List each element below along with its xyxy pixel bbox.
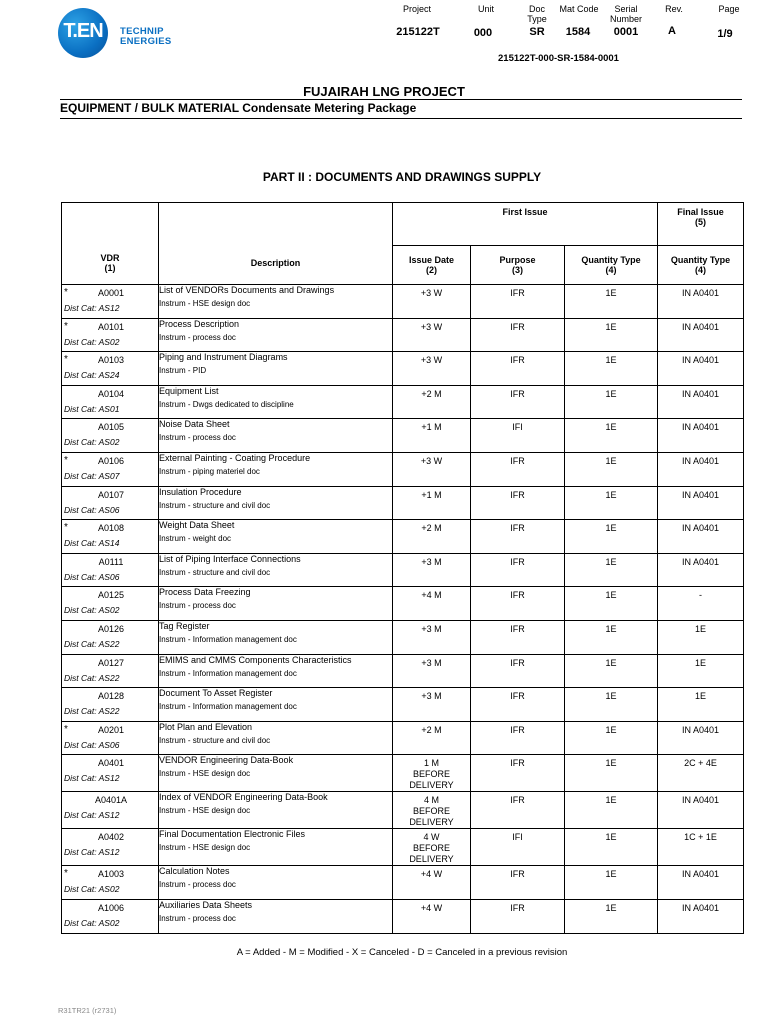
header-final-issue-note: (5) (695, 217, 706, 227)
vdr-cell (62, 352, 159, 386)
final-issue-cell: IN A0401 (658, 899, 744, 933)
description-text: Final Documentation Electronic Files (159, 829, 306, 840)
purpose-cell: IFI (471, 419, 565, 453)
description-text: Plot Plan and Elevation (159, 721, 253, 732)
purpose-cell: IFR (471, 520, 565, 554)
issue-date-cell: +3 W (393, 285, 471, 319)
description-cell (159, 654, 393, 688)
final-issue-cell: 1E (658, 688, 744, 722)
final-issue-cell: 2C + 4E (658, 755, 744, 792)
dist-category: Dist Cat: AS12 (64, 773, 120, 784)
vdr-code: A0111 (98, 556, 124, 567)
issue-date-cell: 1 M BEFORE DELIVERY (393, 755, 471, 792)
purpose-cell: IFI (471, 829, 565, 866)
discipline-text: Instrum - process doc (159, 880, 236, 890)
vdr-cell (62, 688, 159, 722)
dist-category: Dist Cat: AS02 (64, 336, 120, 347)
discipline-text: Instrum - process doc (159, 433, 236, 443)
discipline-text: Instrum - HSE design doc (159, 769, 251, 779)
vdr-cell (62, 792, 159, 829)
purpose-cell: IFR (471, 486, 565, 520)
vdr-cell (62, 654, 159, 688)
purpose-cell: IFR (471, 755, 565, 792)
purpose-cell: IFR (471, 352, 565, 386)
description-text: Process Description (159, 318, 240, 329)
quantity-type-cell: 1E (565, 866, 658, 900)
table-row (62, 419, 744, 453)
purpose-cell: IFR (471, 285, 565, 319)
dist-category: Dist Cat: AS06 (64, 739, 120, 750)
quantity-type-cell: 1E (565, 419, 658, 453)
vdr-cell (62, 520, 159, 554)
document-reference: 215122T-000-SR-1584-0001 (498, 53, 619, 64)
description-text: List of Piping Interface Connections (159, 553, 301, 564)
label-mat-code: Mat Code (559, 4, 599, 14)
vdr-cell (62, 419, 159, 453)
header-first-issue: First Issue (393, 203, 658, 246)
label-page: Page (718, 4, 740, 14)
final-issue-cell: 1E (658, 620, 744, 654)
final-issue-cell: IN A0401 (658, 285, 744, 319)
discipline-text: Instrum - structure and civil doc (159, 500, 271, 510)
quantity-type-cell: 1E (565, 688, 658, 722)
package-subtitle: EQUIPMENT / BULK MATERIAL Condensate Metering Package (60, 101, 417, 115)
part-title: PART II : DOCUMENTS AND DRAWINGS SUPPLY (262, 170, 542, 184)
form-reference: R31TR21 (r2731) (58, 1006, 117, 1015)
discipline-text: Instrum - PID (159, 366, 207, 376)
vdr-cell (62, 285, 159, 319)
purpose-cell: IFR (471, 721, 565, 755)
header-quantity-type-final (658, 246, 744, 285)
description-cell (159, 419, 393, 453)
purpose-cell: IFR (471, 553, 565, 587)
description-text: Tag Register (159, 620, 210, 631)
purpose-cell: IFR (471, 587, 565, 621)
vdr-cell (62, 452, 159, 486)
issue-date-cell: +3 W (393, 352, 471, 386)
description-cell (159, 452, 393, 486)
description-cell (159, 553, 393, 587)
table-row (62, 620, 744, 654)
dist-category: Dist Cat: AS01 (64, 403, 120, 414)
table-row (62, 587, 744, 621)
final-issue-cell: IN A0401 (658, 721, 744, 755)
discipline-text: Instrum - piping materiel doc (159, 466, 260, 476)
issue-date-cell: +3 M (393, 688, 471, 722)
header-quantity-type-first (565, 246, 658, 285)
vdr-code: A0401A (94, 795, 128, 806)
label-unit: Unit (477, 4, 494, 14)
header-purpose (471, 246, 565, 285)
vdr-code: A0108 (97, 523, 125, 534)
quantity-type-cell: 1E (565, 486, 658, 520)
quantity-type-cell: 1E (565, 520, 658, 554)
header-description (159, 203, 393, 285)
vdr-code: A0402 (97, 832, 125, 843)
table-row (62, 866, 744, 900)
purpose-cell: IFR (471, 452, 565, 486)
quantity-type-cell: 1E (565, 721, 658, 755)
table-row (62, 285, 744, 319)
quantity-type-cell: 1E (565, 620, 658, 654)
description-text: Piping and Instrument Diagrams (159, 352, 288, 363)
issue-date-cell: +2 M (393, 520, 471, 554)
final-issue-cell: IN A0401 (658, 866, 744, 900)
table-row (62, 452, 744, 486)
vdr-cell (62, 385, 159, 419)
table-row (62, 721, 744, 755)
dist-category: Dist Cat: AS22 (64, 638, 120, 649)
vdr-cell (62, 587, 159, 621)
dist-category: Dist Cat: AS14 (64, 538, 120, 549)
value-project: 215122T (396, 26, 440, 38)
header-final-issue-label: Final Issue (677, 207, 724, 217)
title-rule-top (60, 99, 742, 100)
issue-date-cell: 4 M BEFORE DELIVERY (393, 792, 471, 829)
final-issue-cell: 1E (658, 654, 744, 688)
vdr-cell (62, 829, 159, 866)
purpose-cell: IFR (471, 620, 565, 654)
added-marker: * (64, 354, 68, 366)
logo-wordmark (120, 27, 172, 47)
table-body (62, 285, 744, 934)
purpose-cell: IFR (471, 318, 565, 352)
documents-table (61, 202, 744, 934)
description-text: Calculation Notes (159, 866, 230, 877)
purpose-cell: IFR (471, 792, 565, 829)
logo-line-1: TECHNIP (120, 26, 164, 37)
final-issue-cell: IN A0401 (658, 385, 744, 419)
value-serial-number: 0001 (613, 26, 639, 38)
vdr-cell (62, 899, 159, 933)
final-issue-cell: IN A0401 (658, 318, 744, 352)
quantity-type-cell: 1E (565, 385, 658, 419)
dist-category: Dist Cat: AS06 (64, 504, 120, 515)
vdr-code: A0101 (97, 321, 125, 332)
description-text: List of VENDORs Documents and Drawings (159, 285, 335, 295)
added-marker: * (64, 287, 68, 298)
header-issue-date-label: Issue Date (408, 255, 455, 265)
vdr-cell (62, 620, 159, 654)
vdr-code: A0127 (97, 657, 125, 668)
vdr-code: A0103 (97, 355, 125, 366)
dist-category: Dist Cat: AS02 (64, 605, 120, 616)
description-cell (159, 866, 393, 900)
description-text: VENDOR Engineering Data-Book (159, 755, 294, 766)
description-cell (159, 352, 393, 386)
description-cell (159, 285, 393, 319)
final-issue-cell: IN A0401 (658, 352, 744, 386)
dist-category: Dist Cat: AS02 (64, 437, 120, 448)
vdr-code: A0128 (97, 691, 125, 702)
description-text: External Painting - Coating Procedure (159, 452, 311, 463)
description-text: EMIMS and CMMS Components Characteristics (159, 654, 352, 665)
header-issue-date (393, 246, 471, 285)
issue-date-cell: +4 W (393, 899, 471, 933)
vdr-code: A0104 (97, 388, 125, 399)
quantity-type-cell: 1E (565, 352, 658, 386)
vdr-code: A0107 (97, 489, 125, 500)
vdr-cell (62, 755, 159, 792)
description-cell (159, 829, 393, 866)
discipline-text: Instrum - Information management doc (159, 668, 297, 678)
purpose-cell: IFR (471, 899, 565, 933)
dist-category: Dist Cat: AS22 (64, 672, 120, 683)
table-row (62, 688, 744, 722)
vdr-cell (62, 318, 159, 352)
added-marker: * (64, 320, 68, 332)
discipline-text: Instrum - HSE design doc (159, 843, 251, 853)
company-logo (58, 8, 188, 58)
description-cell (159, 486, 393, 520)
purpose-cell: IFR (471, 688, 565, 722)
table-row (62, 352, 744, 386)
table-row (62, 829, 744, 866)
logo-line-2: ENERGIES (120, 36, 172, 47)
quantity-type-cell: 1E (565, 792, 658, 829)
issue-date-cell: +3 M (393, 553, 471, 587)
discipline-text: Instrum - structure and civil doc (159, 567, 271, 577)
dist-category: Dist Cat: AS06 (64, 571, 120, 582)
issue-date-cell: +2 M (393, 721, 471, 755)
vdr-code: A0125 (97, 590, 125, 601)
discipline-text: Instrum - Information management doc (159, 634, 297, 644)
header-vdr-label: VDR (100, 252, 120, 263)
added-marker: * (64, 868, 68, 880)
vdr-code: A0105 (97, 422, 125, 433)
value-doc-type: SR (529, 26, 545, 38)
vdr-code: A0106 (97, 455, 125, 466)
purpose-cell: IFR (471, 654, 565, 688)
dist-category: Dist Cat: AS07 (64, 470, 120, 481)
value-unit: 000 (473, 27, 493, 39)
added-marker: * (64, 522, 68, 534)
dist-category: Dist Cat: AS24 (64, 370, 120, 381)
table-row (62, 899, 744, 933)
header-vdr-note: (1) (104, 262, 116, 273)
vdr-cell (62, 721, 159, 755)
dist-category: Dist Cat: AS12 (64, 303, 120, 313)
description-cell (159, 520, 393, 554)
issue-date-cell: +3 W (393, 452, 471, 486)
quantity-type-cell: 1E (565, 587, 658, 621)
purpose-cell: IFR (471, 866, 565, 900)
header-issue-date-note: (2) (426, 265, 437, 275)
header-quantity-type-first-note: (4) (605, 265, 617, 275)
description-cell (159, 721, 393, 755)
vdr-cell (62, 866, 159, 900)
vdr-code: A0201 (97, 724, 125, 735)
value-rev: A (668, 25, 676, 37)
table-row (62, 385, 744, 419)
title-rule-bottom (60, 118, 742, 119)
vdr-code: A0401 (97, 758, 125, 769)
vdr-cell (62, 486, 159, 520)
quantity-type-cell: 1E (565, 899, 658, 933)
table-row (62, 553, 744, 587)
discipline-text: Instrum - process doc (159, 913, 236, 923)
table-row (62, 486, 744, 520)
issue-date-cell: +1 M (393, 419, 471, 453)
description-cell (159, 899, 393, 933)
description-cell (159, 792, 393, 829)
issue-date-cell: +2 M (393, 385, 471, 419)
vdr-code: A0126 (97, 623, 125, 634)
issue-date-cell: +4 M (393, 587, 471, 621)
final-issue-cell: IN A0401 (658, 520, 744, 554)
discipline-text: Instrum - weight doc (159, 534, 232, 544)
description-cell (159, 755, 393, 792)
quantity-type-cell: 1E (565, 654, 658, 688)
final-issue-cell: IN A0401 (658, 419, 744, 453)
discipline-text: Instrum - HSE design doc (159, 299, 251, 308)
header-quantity-type-final-note: (4) (695, 265, 706, 275)
description-text: Insulation Procedure (159, 486, 242, 497)
description-cell (159, 620, 393, 654)
description-text: Process Data Freezing (159, 587, 251, 598)
issue-date-cell: +3 M (393, 654, 471, 688)
final-issue-cell: - (658, 587, 744, 621)
description-text: Noise Data Sheet (159, 419, 230, 430)
description-text: Weight Data Sheet (159, 520, 235, 531)
vdr-code: A1003 (97, 869, 125, 880)
description-cell (159, 318, 393, 352)
description-text: Equipment List (159, 385, 219, 396)
discipline-text: Instrum - process doc (159, 332, 236, 342)
vdr-code: A0001 (97, 288, 125, 298)
issue-date-cell: +4 W (393, 866, 471, 900)
table-row (62, 520, 744, 554)
description-text: Auxiliaries Data Sheets (159, 899, 253, 910)
header-quantity-type-first-label: Quantity Type (581, 255, 641, 265)
issue-date-cell: +3 W (393, 318, 471, 352)
issue-date-cell: +1 M (393, 486, 471, 520)
quantity-type-cell: 1E (565, 452, 658, 486)
quantity-type-cell: 1E (565, 755, 658, 792)
header-purpose-note: (3) (512, 265, 523, 275)
description-text: Index of VENDOR Engineering Data-Book (159, 792, 328, 803)
description-cell (159, 587, 393, 621)
label-project: Project (402, 4, 431, 14)
quantity-type-cell: 1E (565, 553, 658, 587)
dist-category: Dist Cat: AS22 (64, 706, 120, 717)
header-description-label: Description (250, 257, 301, 268)
header-quantity-type-final-label: Quantity Type (670, 255, 731, 265)
dist-category: Dist Cat: AS02 (64, 917, 120, 928)
dist-category: Dist Cat: AS12 (64, 810, 120, 821)
description-text: Document To Asset Register (159, 688, 273, 699)
header-purpose-label: Purpose (499, 255, 536, 265)
issue-date-cell: +3 M (393, 620, 471, 654)
added-marker: * (64, 454, 68, 466)
final-issue-cell: IN A0401 (658, 553, 744, 587)
vdr-code: A1006 (97, 902, 125, 913)
quantity-type-cell: 1E (565, 318, 658, 352)
description-cell (159, 385, 393, 419)
discipline-text: Instrum - structure and civil doc (159, 735, 271, 745)
discipline-text: Instrum - Information management doc (159, 702, 297, 712)
logo-mark: T.EN (63, 20, 103, 42)
table-row (62, 792, 744, 829)
quantity-type-cell: 1E (565, 285, 658, 319)
project-title: FUJAIRAH LNG PROJECT (303, 84, 465, 99)
final-issue-cell: IN A0401 (658, 792, 744, 829)
discipline-text: Instrum - Dwgs dedicated to discipline (159, 399, 294, 409)
revision-legend: A = Added - M = Modified - X = Canceled - D = Canceled in a previous revision (236, 947, 568, 958)
label-rev: Rev. (665, 4, 683, 14)
value-page: 1/9 (717, 28, 733, 40)
final-issue-cell: IN A0401 (658, 452, 744, 486)
table-row (62, 755, 744, 792)
dist-category: Dist Cat: AS12 (64, 847, 120, 858)
discipline-text: Instrum - HSE design doc (159, 806, 251, 816)
dist-category: Dist Cat: AS02 (64, 884, 120, 895)
header-vdr (62, 203, 159, 285)
header-final-issue (658, 203, 744, 246)
vdr-cell (62, 553, 159, 587)
label-serial-number: Serial Number (609, 4, 642, 24)
label-doc-type: Doc Type (527, 4, 547, 24)
table-row (62, 654, 744, 688)
table-row (62, 318, 744, 352)
issue-date-cell: 4 W BEFORE DELIVERY (393, 829, 471, 866)
added-marker: * (64, 723, 68, 735)
final-issue-cell: IN A0401 (658, 486, 744, 520)
purpose-cell: IFR (471, 385, 565, 419)
discipline-text: Instrum - process doc (159, 601, 236, 611)
value-mat-code: 1584 (565, 26, 591, 38)
final-issue-cell: 1C + 1E (658, 829, 744, 866)
quantity-type-cell: 1E (565, 829, 658, 866)
description-cell (159, 688, 393, 722)
